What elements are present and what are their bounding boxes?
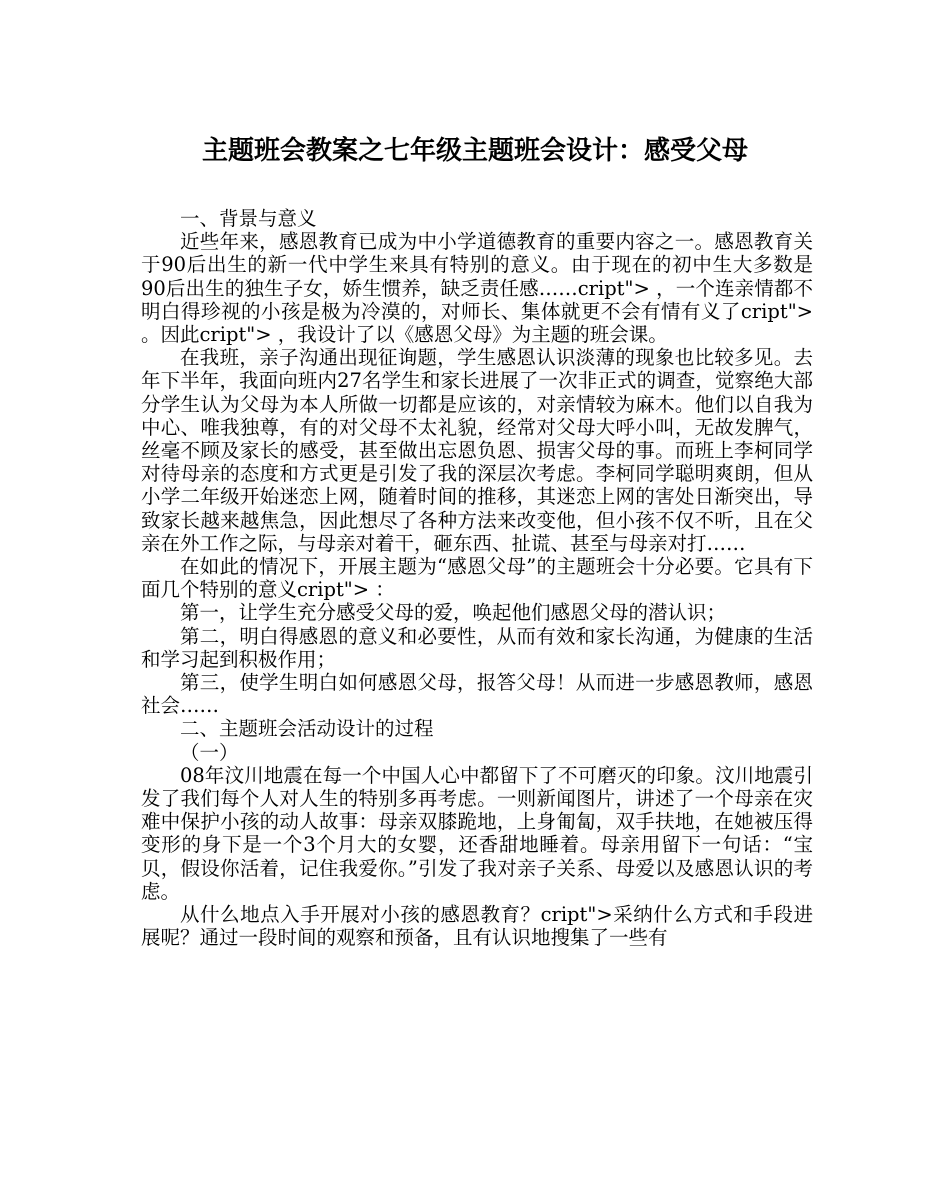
paragraph: 近些年来，感恩教育已成为中小学道德教育的重要内容之一。感恩教育关于90后出生的新一代中学生来具有特别的意义。由于现在的初中生大多数是90后出生的独生子女，娇生惯养，缺乏责任感……cript"> ，一个连亲情都不明白得珍视的小孩是极为冷漠的，对师长、集体就更不会有情有义了cript"> 。因此cript"> ，我设计了以《感恩父母》为主题的班会课。 bbox=[141, 230, 813, 347]
subsection-heading: （一） bbox=[180, 740, 239, 764]
paragraph: 第一，让学生充分感受父母的爱，唤起他们感恩父母的潜认识； bbox=[180, 601, 727, 625]
document-body bbox=[141, 207, 813, 950]
section-heading-background: 一、背景与意义 bbox=[180, 207, 317, 230]
paragraph: 第二，明白得感恩的意义和必要性，从而有效和家长沟通，为健康的生活和学习起到积极作用； bbox=[141, 624, 813, 671]
document-title: 主题班会教案之七年级主题班会设计：感受父母 bbox=[201, 136, 748, 166]
paragraph: 从什么地点入手开展对小孩的感恩教育？cript">采纳什么方式和手段进展呢？通过一段时间的观察和预备，且有认识地搜集了一些有 bbox=[141, 903, 813, 950]
paragraph: 在我班，亲子沟通出现征询题，学生感恩认识淡薄的现象也比较多见。去年下半年，我面向班内27名学生和家长进展了一次非正式的调查，觉察绝大部分学生认为父母为本人所做一切都是应该的，对亲情较为麻木。他们以自我为中心、唯我独尊，有的对父母不太礼貌，经常对父母大呼小叫，无故发脾气，丝毫不顾及家长的感受，甚至做出忘恩负恩、损害父母的事。而班上李柯同学对待母亲的态度和方式更是引发了我的深层次考虑。李柯同学聪明爽朗，但从小学二年级开始迷恋上网，随着时间的推移，其迷恋上网的害处日渐突出，导致家长越来越焦急，因此想尽了各种方法来改变他，但小孩不仅不听，且在父亲在外工作之际，与母亲对着干，砸东西、扯谎、甚至与母亲对打…… bbox=[141, 346, 813, 555]
section-heading-process: 二、主题班会活动设计的过程 bbox=[180, 717, 434, 741]
paragraph: 在如此的情况下，开展主题为“感恩父母”的主题班会十分必要。它具有下面几个特别的意义cript"> ： bbox=[141, 555, 813, 602]
paragraph: 08年汶川地震在每一个中国人心中都留下了不可磨灭的印象。汶川地震引发了我们每个人对人生的特别多再考虑。一则新闻图片，讲述了一个母亲在灾难中保护小孩的动人故事：母亲双膝跪地，上身匍匐，双手扶地，在她被压得变形的身下是一个3个月大的女婴，还香甜地睡着。母亲用留下一句话：“宝贝，假设你活着，记住我爱你。”引发了我对亲子关系、母爱以及感恩认识的考虑。 bbox=[141, 763, 813, 903]
paragraph: 第三，使学生明白如何感恩父母，报答父母！从而进一步感恩教师，感恩社会…… bbox=[141, 671, 813, 718]
